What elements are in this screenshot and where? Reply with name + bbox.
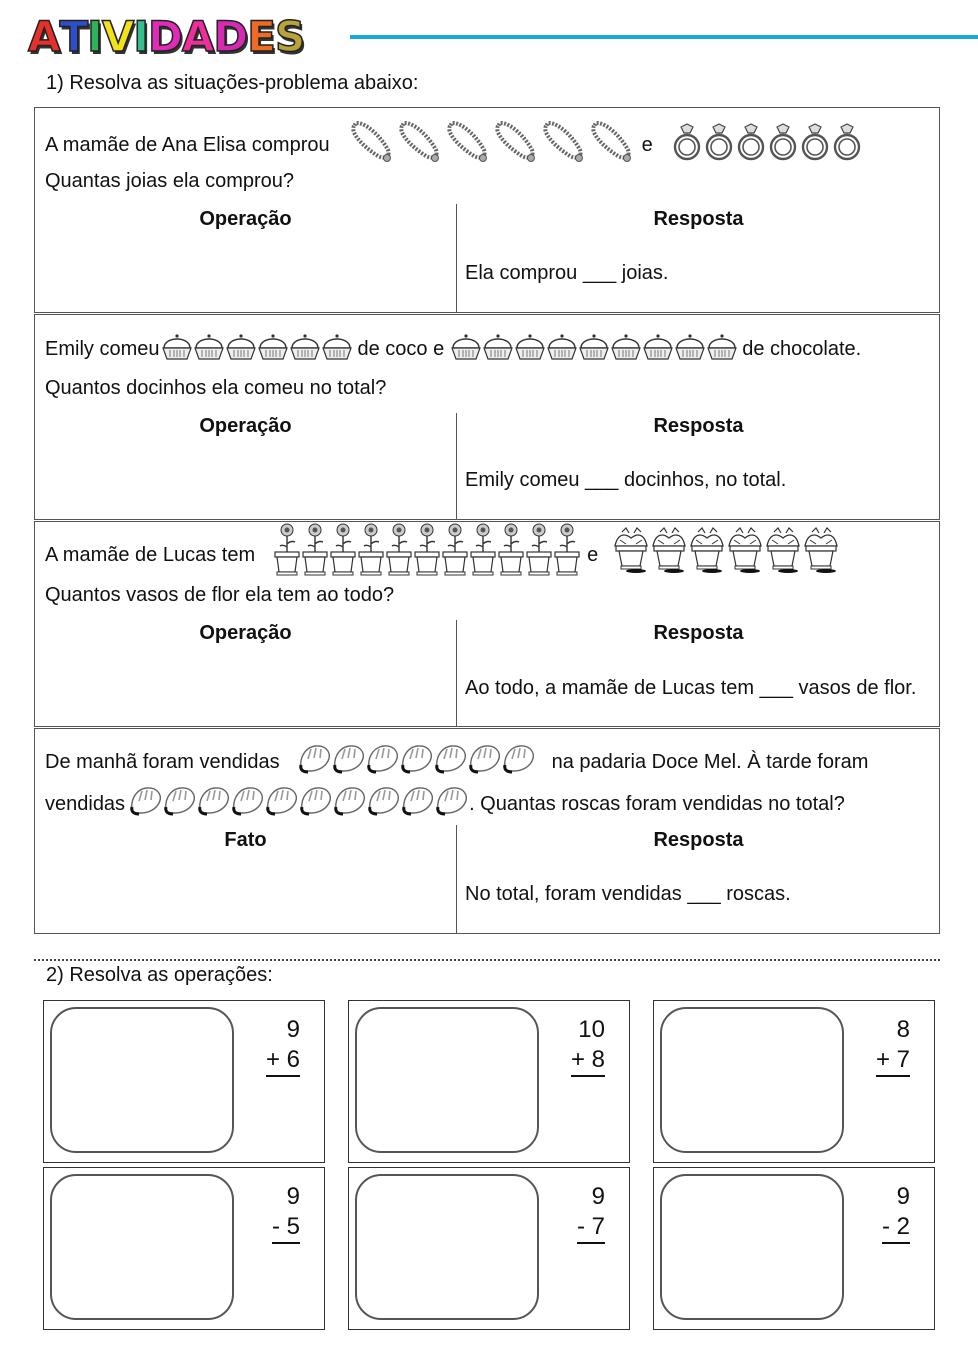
statement-text: A mamãe de Ana Elisa comprou [45, 133, 330, 156]
flower-pot-icon [273, 522, 301, 582]
title-letter: T [59, 12, 88, 61]
necklace-group [348, 120, 636, 170]
answer-box[interactable] [660, 1174, 844, 1320]
problem-1 [34, 107, 940, 313]
plant-pot-icon [764, 524, 802, 580]
cupcake-icon [482, 332, 514, 366]
title-rule [350, 35, 978, 39]
answer-sentence[interactable]: Emily comeu ___ docinhos, no total. [465, 469, 787, 491]
title-letter: V [101, 12, 134, 61]
plant-pot-icon [726, 524, 764, 580]
bread-roll-icon [299, 785, 333, 823]
title-letter: E [247, 12, 275, 61]
ring-group [671, 123, 863, 167]
statement-text: vendidas [45, 792, 126, 815]
operation [882, 1182, 910, 1244]
cupcake-icon [642, 332, 674, 366]
operand-bottom: - 5 [272, 1212, 300, 1244]
operation [266, 1015, 300, 1077]
answer-box[interactable] [50, 1007, 234, 1153]
flower-pot-icon [469, 522, 497, 582]
operand-bottom: - 2 [882, 1212, 910, 1244]
ring-icon [735, 123, 767, 167]
question-1-label: 1) Resolva as situações-problema abaixo: [46, 72, 419, 94]
afternoon-rolls-group [129, 785, 469, 823]
statement-text: na padaria Doce Mel. À tarde foram [551, 750, 869, 773]
cupcake-icon [257, 332, 289, 366]
answer-box[interactable] [355, 1174, 539, 1320]
problem-2-question: Quantos docinhos ela comeu no total? [45, 377, 387, 399]
operation [876, 1015, 910, 1077]
flower-pot-icon [413, 522, 441, 582]
problem-4-statement-line-1 [45, 743, 931, 781]
operation-cell-5 [348, 1167, 630, 1330]
connector-text: e [587, 543, 599, 566]
problem-3-statement [45, 524, 840, 580]
bread-roll-icon [332, 743, 366, 781]
bread-roll-icon [197, 785, 231, 823]
bread-roll-icon [400, 743, 434, 781]
ring-icon [767, 123, 799, 167]
flower-pot-icon [301, 522, 329, 582]
connector-text: e [641, 133, 653, 156]
answer-header: Resposta [653, 208, 744, 230]
title-letter: A [181, 12, 214, 61]
answer-sentence[interactable]: No total, foram vendidas ___ roscas. [465, 883, 791, 905]
chocolate-sweets-group [450, 332, 738, 366]
answer-box[interactable] [660, 1007, 844, 1153]
cupcake-icon [161, 332, 193, 366]
cupcake-icon [706, 332, 738, 366]
necklace-icon [540, 120, 588, 170]
operand-top: 9 [286, 1016, 300, 1043]
answer-header: Resposta [653, 829, 744, 851]
problem-3 [34, 521, 940, 727]
flower-pot-icon [525, 522, 553, 582]
cupcake-icon [546, 332, 578, 366]
cupcake-icon [321, 332, 353, 366]
operand-bottom: + 8 [571, 1045, 605, 1077]
plant-pot-group [612, 524, 840, 580]
flower-pot-icon [497, 522, 525, 582]
bread-roll-icon [129, 785, 163, 823]
flower-pot-group [273, 522, 581, 582]
title-letter: I [133, 12, 148, 61]
necklace-icon [588, 120, 636, 170]
operation [272, 1182, 300, 1244]
flower-pot-icon [441, 522, 469, 582]
statement-text: A mamãe de Lucas tem [45, 543, 256, 566]
problem-3-question: Quantos vasos de flor ela tem ao todo? [45, 584, 395, 606]
operation [571, 1015, 605, 1077]
coconut-sweets-group [161, 332, 353, 366]
plant-pot-icon [688, 524, 726, 580]
problem-1-statement [45, 120, 863, 170]
cupcake-icon [289, 332, 321, 366]
section-separator [34, 959, 940, 961]
operand-top: 8 [896, 1016, 910, 1043]
problem-4-statement-line-2 [45, 785, 845, 823]
title-letter: D [147, 12, 182, 61]
bread-roll-icon [435, 785, 469, 823]
bread-roll-icon [401, 785, 435, 823]
bread-roll-icon [468, 743, 502, 781]
cupcake-icon [674, 332, 706, 366]
statement-text: Emily comeu [45, 337, 160, 360]
operation-cell-4 [43, 1167, 325, 1330]
flower-pot-icon [357, 522, 385, 582]
ring-icon [703, 123, 735, 167]
bread-roll-icon [502, 743, 536, 781]
operation-header: Operação [199, 415, 292, 437]
title-letter: A [28, 12, 60, 61]
plant-pot-icon [650, 524, 688, 580]
answer-box[interactable] [50, 1174, 234, 1320]
answer-header: Resposta [653, 415, 744, 437]
operation-cell-2 [348, 1000, 630, 1163]
bread-roll-icon [231, 785, 265, 823]
operand-top: 9 [896, 1183, 910, 1210]
answer-sentence[interactable]: Ela comprou ___ joias. [465, 262, 669, 284]
answer-box[interactable] [355, 1007, 539, 1153]
cupcake-icon [610, 332, 642, 366]
statement-text: . Quantas roscas foram vendidas no total? [469, 792, 845, 815]
operand-bottom: + 7 [876, 1045, 910, 1077]
bread-roll-icon [298, 743, 332, 781]
answer-header: Resposta [653, 622, 744, 644]
worksheet-title [28, 14, 304, 60]
operand-top: 9 [286, 1183, 300, 1210]
statement-text: de chocolate. [742, 337, 862, 360]
operand-bottom: + 6 [266, 1045, 300, 1077]
question-2-label: 2) Resolva as operações: [46, 964, 273, 986]
bread-roll-icon [265, 785, 299, 823]
connector-text: de coco e [357, 337, 445, 360]
problem-4 [34, 728, 940, 934]
plant-pot-icon [612, 524, 650, 580]
statement-text: De manhã foram vendidas [45, 750, 280, 773]
necklace-icon [396, 120, 444, 170]
flower-pot-icon [553, 522, 581, 582]
operation-cell-1 [43, 1000, 325, 1163]
operation-header: Operação [199, 622, 292, 644]
flower-pot-icon [385, 522, 413, 582]
bread-roll-icon [366, 743, 400, 781]
operation-cell-3 [653, 1000, 935, 1163]
cupcake-icon [514, 332, 546, 366]
plant-pot-icon [802, 524, 840, 580]
necklace-icon [348, 120, 396, 170]
cupcake-icon [450, 332, 482, 366]
problem-2 [34, 314, 940, 520]
cupcake-icon [193, 332, 225, 366]
flower-pot-icon [329, 522, 357, 582]
ring-icon [671, 123, 703, 167]
necklace-icon [444, 120, 492, 170]
operation-cell-6 [653, 1167, 935, 1330]
operand-top: 9 [591, 1183, 605, 1210]
title-letter: I [87, 12, 102, 61]
ring-icon [831, 123, 863, 167]
cupcake-icon [578, 332, 610, 366]
operand-bottom: - 7 [577, 1212, 605, 1244]
bread-roll-icon [163, 785, 197, 823]
bread-roll-icon [434, 743, 468, 781]
ring-icon [799, 123, 831, 167]
bread-roll-icon [333, 785, 367, 823]
problem-2-statement [45, 332, 861, 366]
cupcake-icon [225, 332, 257, 366]
title-letter: D [213, 12, 248, 61]
morning-rolls-group [298, 743, 536, 781]
operand-top: 10 [578, 1016, 605, 1043]
problem-1-question: Quantas joias ela comprou? [45, 170, 295, 192]
title-letter: S [274, 12, 305, 61]
answer-sentence[interactable]: Ao todo, a mamãe de Lucas tem ___ vasos de flor. [465, 677, 917, 699]
operation-header: Operação [199, 208, 292, 230]
fact-header: Fato [224, 829, 267, 851]
operation [577, 1182, 605, 1244]
necklace-icon [492, 120, 540, 170]
bread-roll-icon [367, 785, 401, 823]
